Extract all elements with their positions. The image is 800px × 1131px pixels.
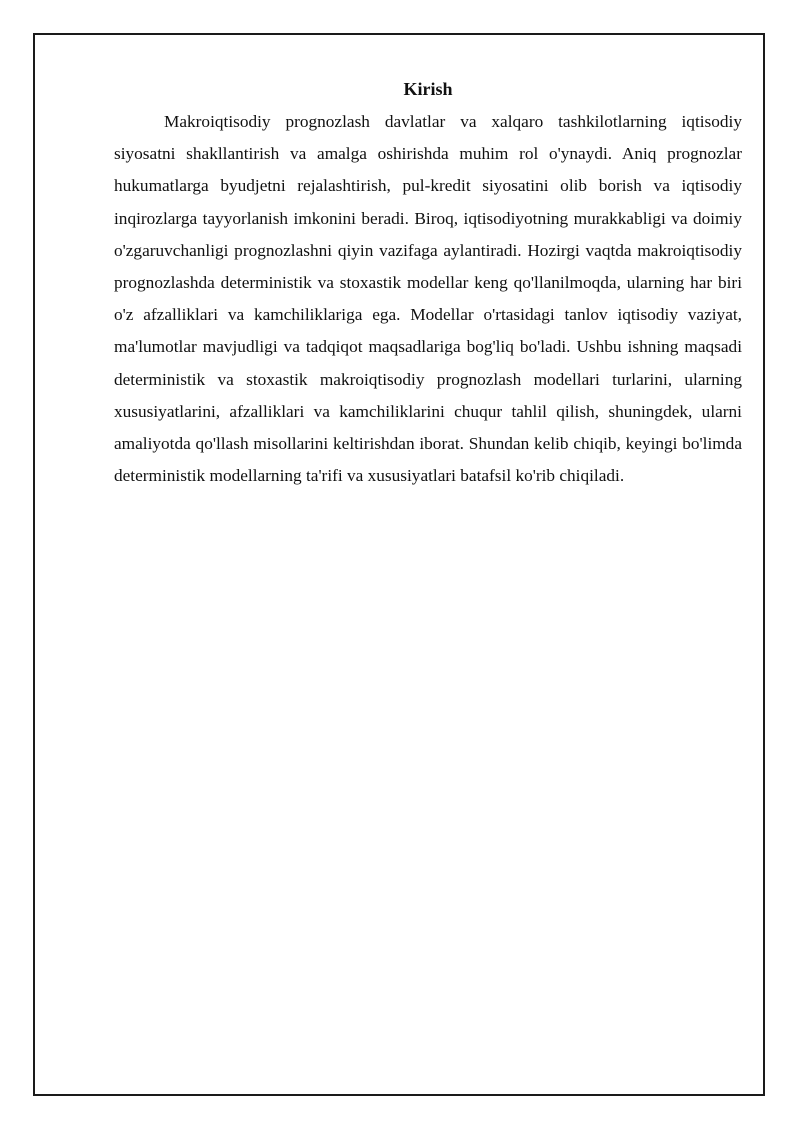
- document-body: [114, 74, 742, 492]
- intro-paragraph: Makroiqtisodiy prognozlash davlatlar va xalqaro tashkilotlarning iqtisodiy siyosatni shakllantirish va amalga oshirishda muhim rol o'ynaydi. Aniq prognozlar hukumatlarga byudjetni rejalashtirish, pul-kredit siyosatini olib borish va iqtisodiy inqirozlarga tayyorlanish imkonini beradi. Biroq, iqtisodiyotning murakkabligi va doimiy o'zgaruvchanligi prognozlashni qiyin vazifaga aylantiradi. Hozirgi vaqtda makroiqtisodiy prognozlashda deterministik va stoxastik modellar keng qo'llanilmoqda, ularning har biri o'z afzalliklari va kamchiliklariga ega. Modellar o'rtasidagi tanlov iqtisodiy vaziyat, ma'lumotlar mavjudligi va tadqiqot maqsadlariga bog'liq bo'ladi. Ushbu ishning maqsadi deterministik va stoxastik makroiqtisodiy prognozlash modellari turlarini, ularning xususiyatlarini, afzalliklari va kamchiliklarini chuqur tahlil qilish, shuningdek, ularni amaliyotda qo'llash misollarini keltirishdan iborat. Shundan kelib chiqib, keyingi bo'limda deterministik modellarning ta'rifi va xususiyatlari batafsil ko'rib chiqiladi.: [114, 112, 742, 486]
- section-heading: Kirish: [403, 79, 453, 99]
